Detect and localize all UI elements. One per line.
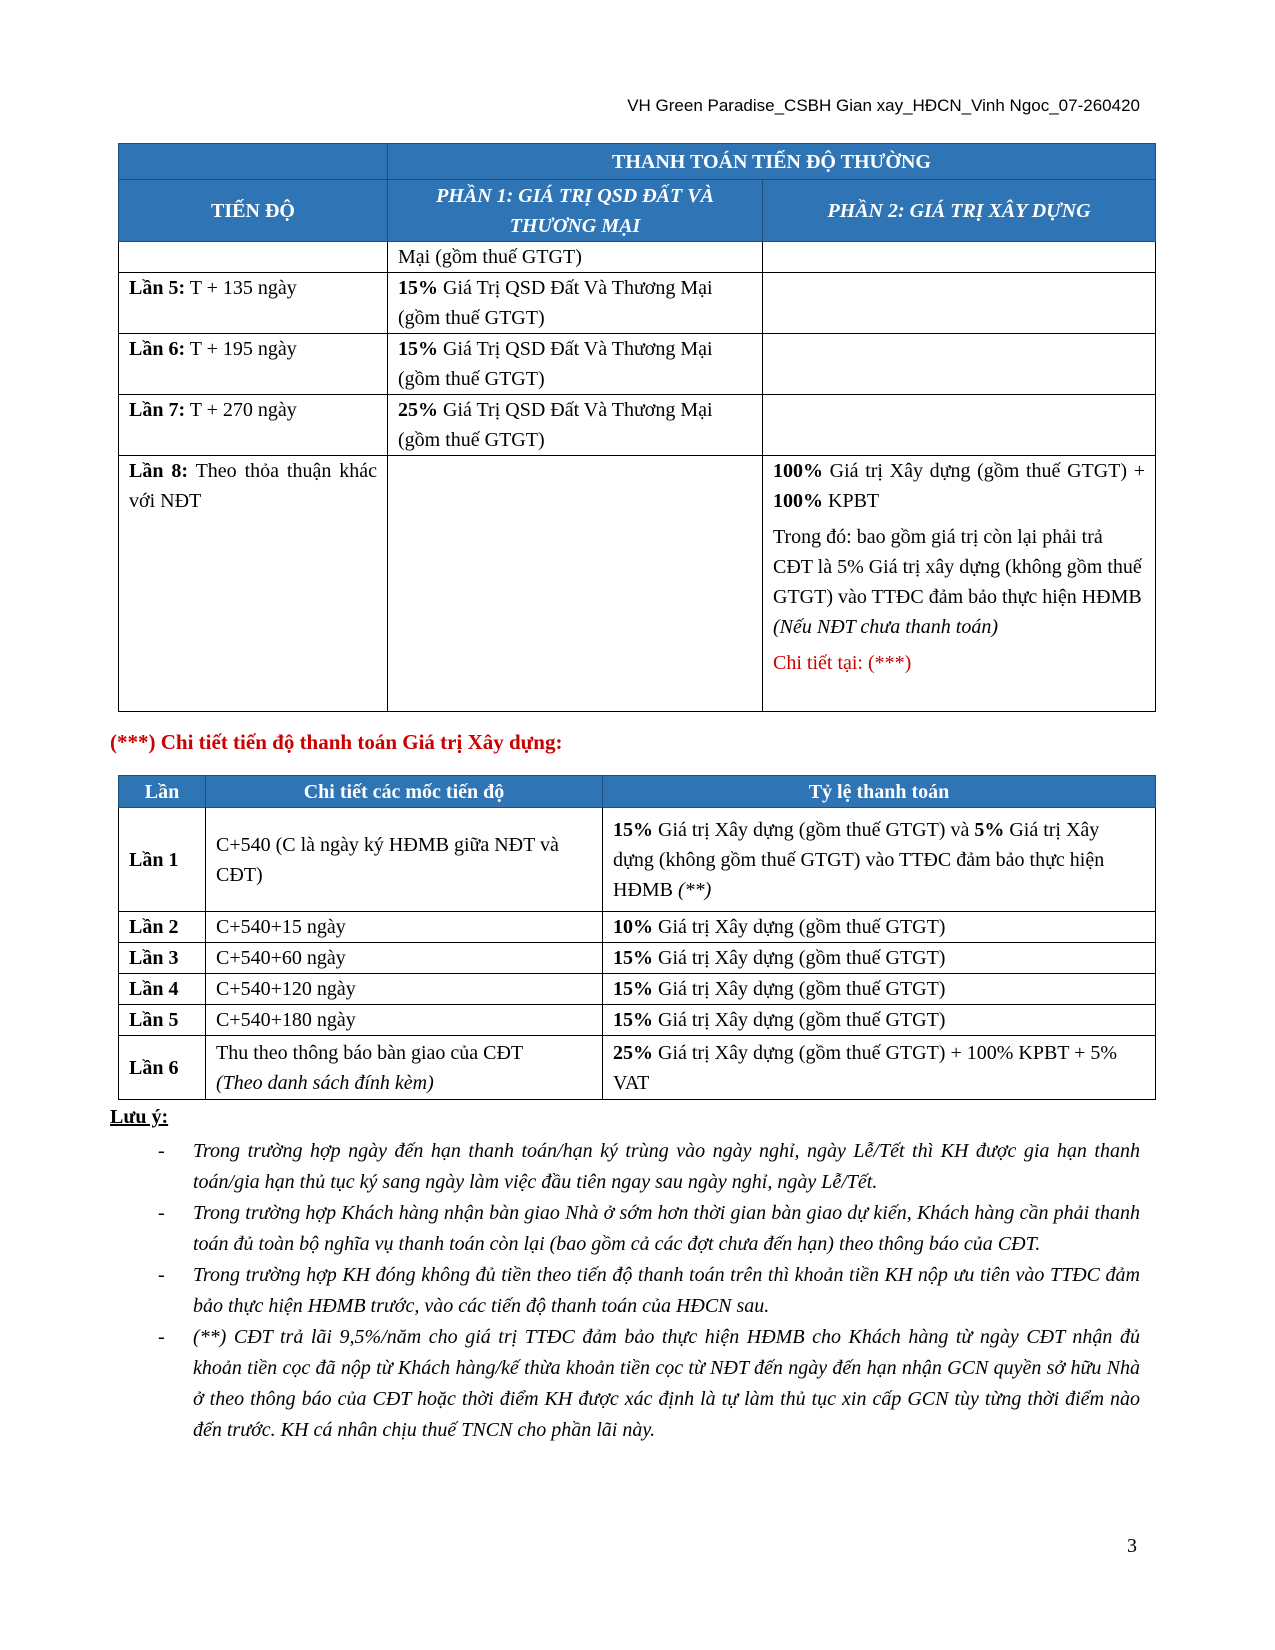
cell-phan2: 100% Giá trị Xây dựng (gồm thuế GTGT) + 100% KPBT Trong đó: bao gồm giá trị còn lại phải trả CĐT là 5% Giá trị xây dựng (không gồm thuế GTGT) vào TTĐC đảm bảo thực hiện HĐMB (Nếu NĐT chưa thanh toán) Chi tiết tại: (***): [763, 456, 1156, 712]
construction-payment-table: [118, 775, 1156, 1100]
column-header-lan: Lần: [119, 776, 206, 808]
document-header: VH Green Paradise_CSBH Gian xay_HĐCN_Vinh Ngoc_07-260420: [627, 96, 1140, 115]
list-item: - (**) CĐT trả lãi 9,5%/năm cho giá trị TTĐC đảm bảo thực hiện HĐMB cho Khách hàng từ ngày CĐT nhận đủ khoản tiền cọc đã nộp từ Khách hàng/kế thừa khoản tiền cọc từ NĐT đến ngày đến hạn nhận GCN quyền sở hữu Nhà ở theo thông báo của CĐT hoặc thời điểm KH được xác định là tự làm thủ tục xin cấp GCN tùy từng thời điểm nào đến trước. KH cá nhân chịu thuế TNCN cho phần lãi này.: [158, 1326, 1140, 1441]
table-row: Lần 3 C+540+60 ngày 15% Giá trị Xây dựng (gồm thuế GTGT): [119, 943, 1156, 974]
table-row: [119, 456, 1156, 712]
table-header-top: THANH TOÁN TIẾN ĐỘ THƯỜNG: [388, 144, 1156, 180]
cell-phan1: 25% Giá Trị QSD Đất Và Thương Mại (gồm thuế GTGT): [388, 395, 763, 456]
table-header-empty: [119, 144, 388, 180]
cell-phan1: 15% Giá Trị QSD Đất Và Thương Mại (gồm thuế GTGT): [388, 334, 763, 395]
table-row: [119, 334, 1156, 395]
table-row: Lần 5 C+540+180 ngày 15% Giá trị Xây dựng (gồm thuế GTGT): [119, 1005, 1156, 1036]
page-number: 3: [1127, 1535, 1137, 1557]
list-item: - Trong trường hợp Khách hàng nhận bàn giao Nhà ở sớm hơn thời gian bàn giao dự kiến, Khách hàng cần phải thanh toán đủ toàn bộ nghĩa vụ thanh toán còn lại (bao gồm cả các đợt chưa đến hạn) theo thông báo của CĐT.: [158, 1202, 1140, 1255]
construction-schedule-title: (***) Chi tiết tiến độ thanh toán Giá trị Xây dựng:: [110, 730, 563, 754]
table-row: [119, 273, 1156, 334]
cell-tien-do: Lần 6: T + 195 ngày: [119, 334, 388, 395]
cell-tien-do: Lần 5: T + 135 ngày: [119, 273, 388, 334]
list-item: - Trong trường hợp KH đóng không đủ tiền theo tiến độ thanh toán trên thì khoản tiền KH nộp ưu tiên vào TTĐC đảm bảo thực hiện HĐMB trước, vào các tiến độ thanh toán của HĐCN sau.: [158, 1264, 1140, 1317]
detail-reference: Chi tiết tại: (***): [773, 652, 912, 674]
column-header-tyle: Tỷ lệ thanh toán: [603, 776, 1156, 808]
column-header-moc: Chi tiết các mốc tiến độ: [206, 776, 603, 808]
payment-schedule-table: [118, 143, 1156, 712]
table-row: Lần 1 C+540 (C là ngày ký HĐMB giữa NĐT và CĐT) 15% Giá trị Xây dựng (gồm thuế GTGT) và 5% Giá trị Xây dựng (không gồm thuế GTGT) vào TTĐC đảm bảo thực hiện HĐMB (**): [119, 808, 1156, 912]
column-header-phan2: PHẦN 2: GIÁ TRỊ XÂY DỰNG: [763, 180, 1156, 242]
notes-list: [118, 1136, 1140, 1446]
cell-phan1: 15% Giá Trị QSD Đất Và Thương Mại (gồm thuế GTGT): [388, 273, 763, 334]
cell-tien-do: Lần 8: Theo thỏa thuận khác với NĐT: [119, 456, 388, 712]
notes-title: Lưu ý:: [110, 1106, 169, 1128]
table-row: Lần 4 C+540+120 ngày 15% Giá trị Xây dựng (gồm thuế GTGT): [119, 974, 1156, 1005]
table-row: [119, 242, 1156, 273]
list-item: - Trong trường hợp ngày đến hạn thanh toán/hạn ký trùng vào ngày nghỉ, ngày Lễ/Tết thì KH được gia hạn thanh toán/gia hạn thủ tục ký sang ngày làm việc đầu tiên ngay sau ngày nghỉ, ngày Lễ/Tết.: [158, 1140, 1140, 1193]
cell-phan1: Mại (gồm thuế GTGT): [388, 242, 763, 273]
column-header-tien-do: TIẾN ĐỘ: [119, 180, 388, 242]
cell-tien-do: Lần 7: T + 270 ngày: [119, 395, 388, 456]
table-row: Lần 2 C+540+15 ngày 10% Giá trị Xây dựng (gồm thuế GTGT): [119, 912, 1156, 943]
table-row: [119, 395, 1156, 456]
column-header-phan1: PHẦN 1: GIÁ TRỊ QSD ĐẤT VÀ THƯƠNG MẠI: [388, 180, 763, 242]
table-row: Lần 6 Thu theo thông báo bàn giao của CĐT (Theo danh sách đính kèm) 25% Giá trị Xây dựng (gồm thuế GTGT) + 100% KPBT + 5% VAT: [119, 1036, 1156, 1100]
